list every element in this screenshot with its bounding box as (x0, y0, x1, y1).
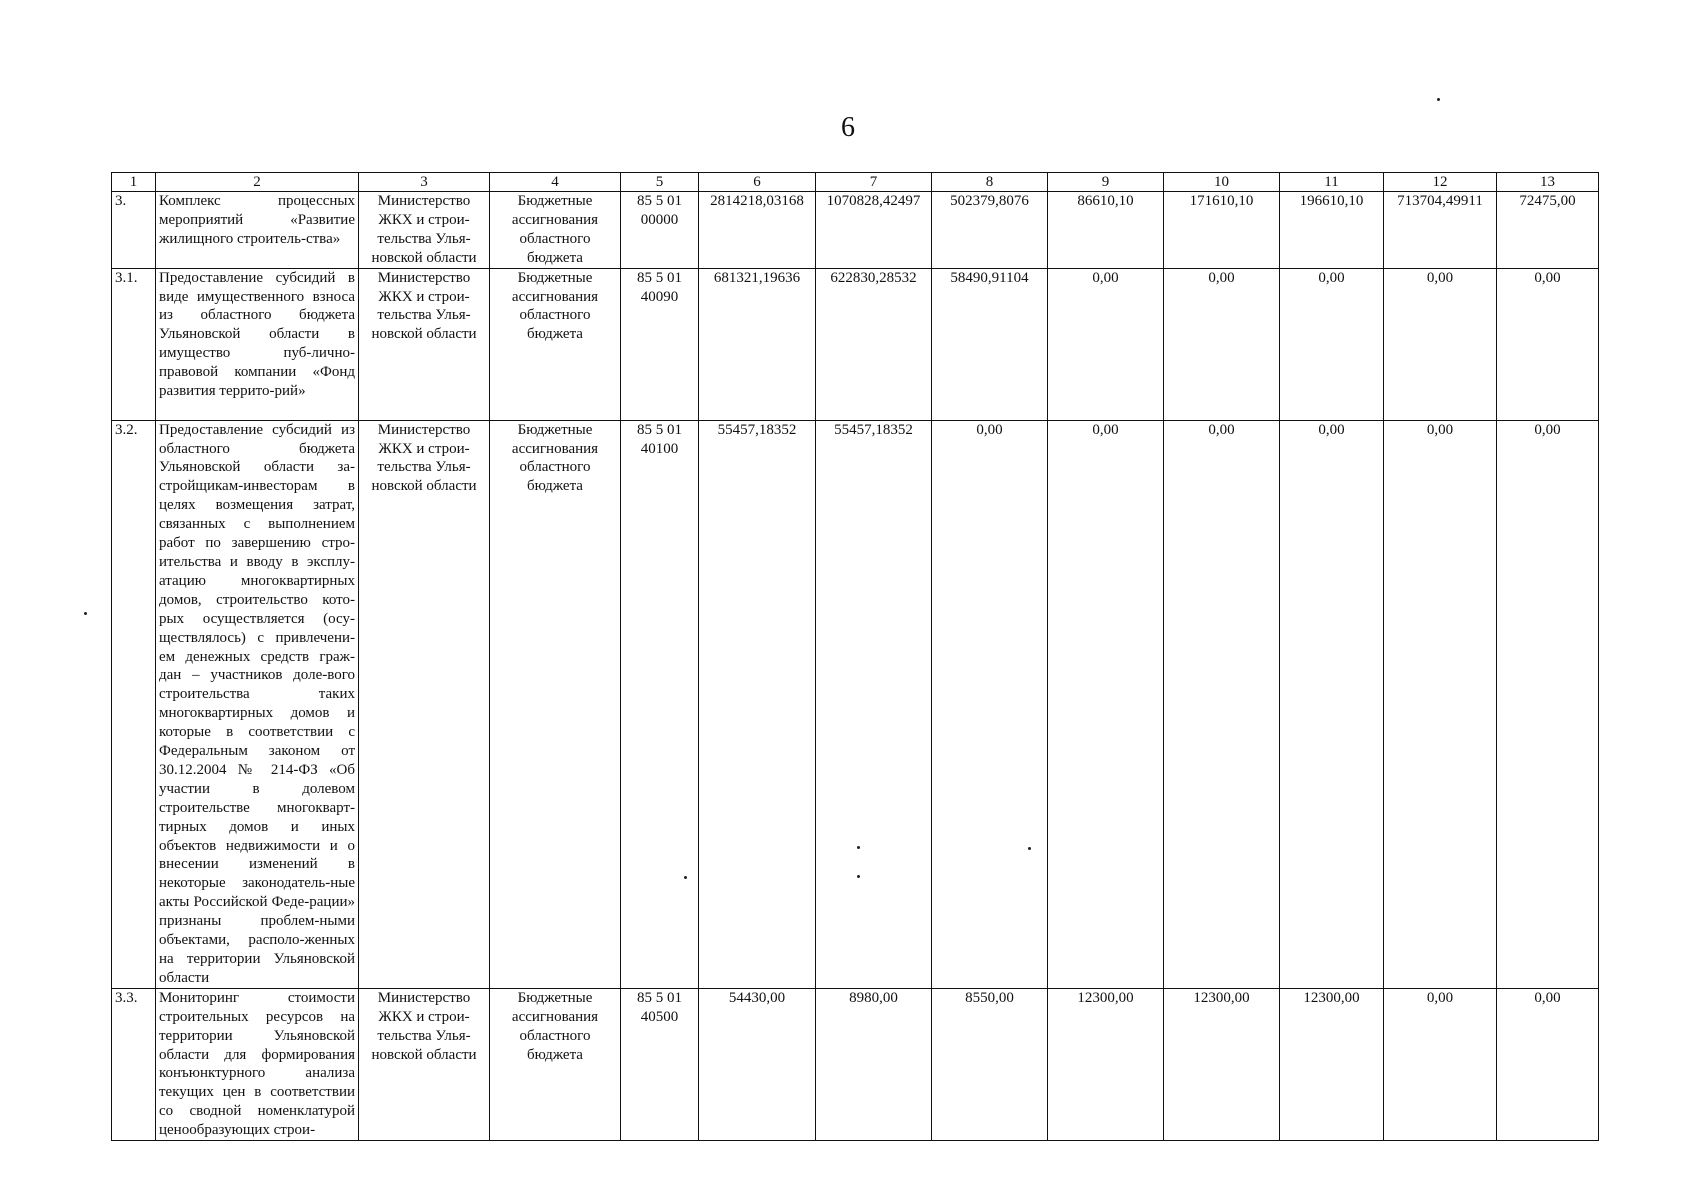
budget-table (111, 172, 1599, 1141)
header-cell: 13 (1497, 173, 1599, 192)
value-cell: 72475,00 (1497, 192, 1599, 269)
header-cell: 4 (490, 173, 621, 192)
value-cell: 55457,18352 (699, 420, 816, 988)
header-cell: 3 (359, 173, 490, 192)
budget-code: 85 5 01 40100 (621, 420, 699, 988)
value-cell: 0,00 (1048, 420, 1164, 988)
funding-source: Бюджетные ассигнования областного бюджета (490, 420, 621, 988)
activity-name: Мониторинг стоимости строительных ресурсов на территории Ульяновской области для формирования конъюнктурного анализа текущих цен в соответствии со сводной номенклатурой ценообразующих строи- (156, 988, 359, 1140)
value-cell: 0,00 (1497, 268, 1599, 420)
header-cell: 11 (1280, 173, 1384, 192)
executor: Министерство ЖКХ и строи-тельства Улья-новской области (359, 192, 490, 269)
header-cell: 8 (932, 173, 1048, 192)
value-cell: 0,00 (1497, 420, 1599, 988)
value-cell: 12300,00 (1164, 988, 1280, 1140)
value-cell: 0,00 (1384, 268, 1497, 420)
activity-name: Предоставление субсидий в виде имущественного взноса из областного бюджета Ульяновской области в имущество пуб-лично-правовой компании «Фонд развития террито-рий» (156, 268, 359, 420)
scan-speck (1028, 847, 1031, 850)
value-cell: 0,00 (1384, 988, 1497, 1140)
value-cell: 58490,91104 (932, 268, 1048, 420)
value-cell: 2814218,03168 (699, 192, 816, 269)
value-cell: 1070828,42497 (816, 192, 932, 269)
scan-speck (857, 875, 860, 878)
budget-code: 85 5 01 40500 (621, 988, 699, 1140)
value-cell: 12300,00 (1048, 988, 1164, 1140)
executor: Министерство ЖКХ и строи-тельства Улья-новской области (359, 988, 490, 1140)
scan-speck (1437, 98, 1440, 101)
funding-source: Бюджетные ассигнования областного бюджета (490, 988, 621, 1140)
row-number: 3.2. (112, 420, 156, 988)
value-cell: 622830,28532 (816, 268, 932, 420)
value-cell: 171610,10 (1164, 192, 1280, 269)
budget-code: 85 5 01 00000 (621, 192, 699, 269)
value-cell: 8550,00 (932, 988, 1048, 1140)
value-cell: 0,00 (1497, 988, 1599, 1140)
table-row (112, 268, 1599, 420)
header-cell: 1 (112, 173, 156, 192)
value-cell: 0,00 (1384, 420, 1497, 988)
row-number: 3. (112, 192, 156, 269)
table-row (112, 420, 1599, 988)
value-cell: 0,00 (1048, 268, 1164, 420)
value-cell: 0,00 (1164, 420, 1280, 988)
header-cell: 12 (1384, 173, 1497, 192)
value-cell: 0,00 (1164, 268, 1280, 420)
value-cell: 0,00 (1280, 268, 1384, 420)
header-cell: 2 (156, 173, 359, 192)
page-number: 6 (841, 112, 855, 143)
executor: Министерство ЖКХ и строи-тельства Улья-новской области (359, 420, 490, 988)
row-number: 3.3. (112, 988, 156, 1140)
value-cell: 0,00 (932, 420, 1048, 988)
value-cell: 502379,8076 (932, 192, 1048, 269)
scan-speck (684, 876, 687, 879)
value-cell: 8980,00 (816, 988, 932, 1140)
header-cell: 6 (699, 173, 816, 192)
table-row (112, 988, 1599, 1140)
value-cell: 55457,18352 (816, 420, 932, 988)
activity-name: Предоставление субсидий из областного бюджета Ульяновской области за-стройщикам-инвесторам в целях возмещения затрат, связанных с выполнением работ по завершению стро-ительства и вводу в эксплу-атацию многоквартирных домов, строительство кото-рых осуществляется (осу-ществлялось) с привлечени-ем денежных средств граж-дан – участников доле-вого строительства таких многоквартирных домов и которые в соответствии с Федеральным законом от 30.12.2004 № 214-ФЗ «Об участии в долевом строительстве многокварт-тирных домов и иных объектов недвижимости и о внесении изменений в некоторые законодатель-ные акты Российской Феде-рации» признаны проблем-ными объектами, располо-женных на территории Ульяновской области (156, 420, 359, 988)
activity-name: Комплекс процессных мероприятий «Развитие жилищного строитель-ства» (156, 192, 359, 269)
value-cell: 681321,19636 (699, 268, 816, 420)
header-cell: 9 (1048, 173, 1164, 192)
scan-speck (857, 846, 860, 849)
value-cell: 196610,10 (1280, 192, 1384, 269)
executor: Министерство ЖКХ и строи-тельства Улья-новской области (359, 268, 490, 420)
row-number: 3.1. (112, 268, 156, 420)
value-cell: 0,00 (1280, 420, 1384, 988)
value-cell: 86610,10 (1048, 192, 1164, 269)
header-cell: 7 (816, 173, 932, 192)
table-row (112, 192, 1599, 269)
scan-speck (84, 612, 87, 615)
funding-source: Бюджетные ассигнования областного бюджета (490, 192, 621, 269)
header-cell: 5 (621, 173, 699, 192)
value-cell: 54430,00 (699, 988, 816, 1140)
value-cell: 713704,49911 (1384, 192, 1497, 269)
budget-code: 85 5 01 40090 (621, 268, 699, 420)
funding-source: Бюджетные ассигнования областного бюджета (490, 268, 621, 420)
header-cell: 10 (1164, 173, 1280, 192)
value-cell: 12300,00 (1280, 988, 1384, 1140)
header-row (112, 173, 1599, 192)
